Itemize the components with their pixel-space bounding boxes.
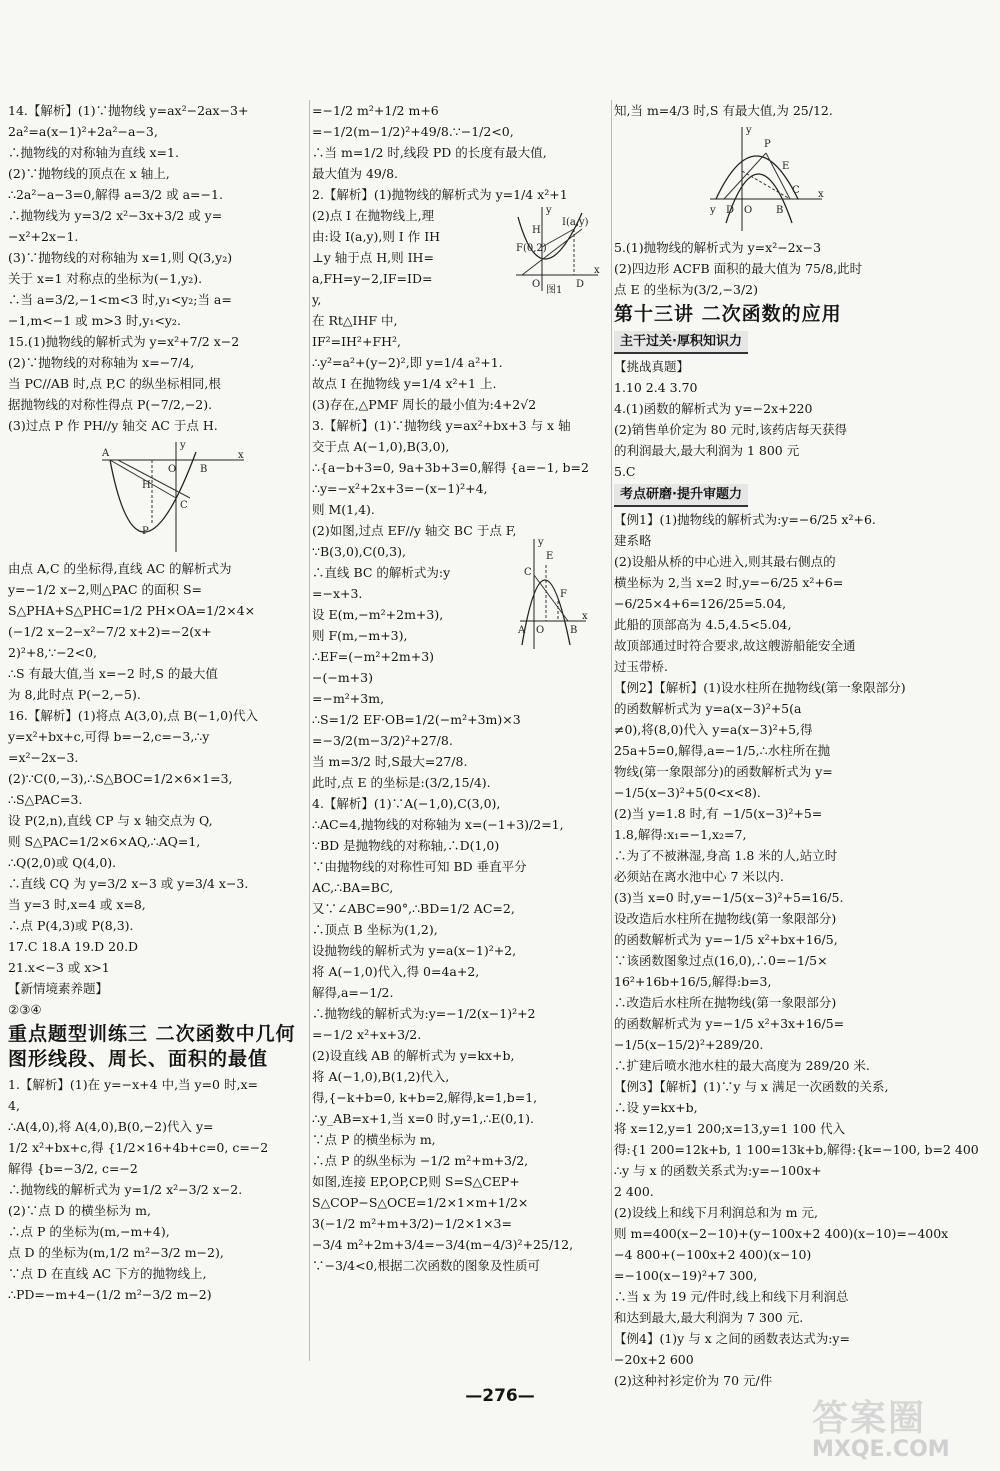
solution-line: −1/5(x−3)²+5(0<x<8).: [614, 785, 761, 800]
figure-label: x: [818, 189, 824, 200]
solution-line: y,: [312, 292, 322, 307]
solution-line: ∵BD 是抛物线的对称轴,∴D(1,0): [312, 838, 500, 853]
solution-line: 【例3】【解析】(1)∵y 与 x 满足一次函数的关系,: [614, 1079, 889, 1094]
figure-label: D: [576, 279, 585, 290]
solution-line: ∴当 a=3/2,−1<m<3 时,y₁<y₂;当 a=: [8, 292, 232, 307]
solution-line: ∴当 x 为 19 元/件时,线上和线下月利润总: [614, 1289, 849, 1304]
solution-line: =−m²+3m,: [312, 691, 385, 706]
solution-line: (2)∵抛物线的顶点在 x 轴上,: [8, 166, 170, 181]
solution-line: 2a²=a(x−1)²+2a²−a−3,: [8, 124, 158, 139]
solution-line: 则 S△PAC=1/2×6×AQ,∴AQ=1,: [8, 834, 201, 849]
figure-label: F: [560, 589, 567, 600]
figure-label: O: [536, 625, 545, 636]
solution-line: ∴抛物线的解析式为 y=1/2 x²−3/2 x−2.: [8, 1182, 243, 1197]
figure-parabola-point-i: [512, 203, 602, 295]
answer-column-3: [614, 100, 994, 1388]
solution-line: 16.【解析】(1)将点 A(3,0),点 B(−1,0)代入: [8, 708, 258, 723]
figure-label: B: [200, 464, 208, 475]
solution-line: (2)如图,过点 EF//y 轴交 BC 于点 F,: [312, 523, 517, 538]
solution-line: ∴改造后水柱所在抛物线(第一象限部分): [614, 995, 837, 1010]
solution-line: 17.C 18.A 19.D 20.D: [8, 939, 139, 954]
figure-label: y: [746, 125, 752, 136]
figure-parabola-ebc: [516, 535, 590, 653]
solution-line: ∵该函数图象过点(16,0),∴0=−1/5×: [614, 953, 828, 968]
figure-parabola-apc: [706, 123, 826, 235]
answer-column-1: [8, 100, 306, 1361]
solution-line: 必须站在离水池中心 7 米以内.: [614, 869, 784, 884]
figure-label: I(a,y): [562, 217, 589, 228]
solution-line: ∵由抛物线的对称性可知 BD 垂直平分: [312, 859, 527, 874]
solution-line: −20x+2 600: [614, 1352, 694, 1367]
solution-line: ∴直线 BC 的解析式为:y: [312, 565, 451, 580]
solution-line: 点 D 的坐标为(m,1/2 m²−3/2 m−2),: [8, 1245, 224, 1260]
solution-line: ∴扩建后喷水池水柱的最大高度为 289/20 米.: [614, 1058, 870, 1073]
solution-line: =−1/2 m²+1/2 m+6: [312, 103, 439, 118]
solution-line: 交于点 A(−1,0),B(3,0),: [312, 439, 450, 454]
solution-line: S△PHA+S△PHC=1/2 PH×OA=1/2×4×: [8, 603, 256, 618]
solution-line: 的函数解析式为 y=−1/5 x²+3x+16/5=: [614, 1016, 845, 1031]
figure-label: H: [532, 225, 541, 236]
solution-line: a,FH=y−2,IF=ID=: [312, 271, 433, 286]
section-banner: 考点研磨·提升审题力: [614, 484, 748, 507]
solution-line: 物线(第一象限部分)的函数解析式为 y=: [614, 764, 833, 779]
solution-line: 得:{1 200=12k+b, 1 100=13k+b,解得:{k=−100, b=2 400: [614, 1142, 979, 1157]
solution-line: ∴点 P(4,3)或 P(8,3).: [8, 918, 134, 933]
solution-line: 1.10 2.4 3.70: [614, 380, 698, 395]
solution-line: 知,当 m=4/3 时,S 有最大值,为 25/12.: [614, 103, 833, 118]
solution-line: ∴顶点 B 坐标为(1,2),: [312, 922, 438, 937]
solution-line: ∴直线 CQ 为 y=3/2 x−3 或 y=3/4 x−3.: [8, 876, 249, 891]
section-heading: 第十三讲 二次函数的应用: [614, 303, 842, 325]
figure-label: E: [782, 161, 790, 172]
solution-line: ∴y=−x²+2x+3=−(x−1)²+4,: [312, 481, 488, 496]
solution-line: ≠0),将(8,0)代入 y=a(x−3)²+5,得: [614, 722, 813, 737]
solution-line: 【例2】【解析】(1)设水柱所在抛物线(第一象限部分): [614, 680, 906, 695]
solution-line: 的利润最大,最大利润为 1 800 元: [614, 443, 800, 458]
solution-line: 当 y=3 时,x=4 或 x=8,: [8, 897, 146, 912]
solution-line: (2)点 I 在抛物线上,理: [312, 208, 435, 223]
solution-line: 3(−1/2 m²+m+3/2)−1/2×1×3=: [312, 1216, 512, 1231]
solution-line: 21.x<−3 或 x>1: [8, 960, 110, 975]
solution-line: 5.C: [614, 464, 636, 479]
solution-line: 建系略: [614, 533, 652, 548]
solution-line: 据抛物线的对称性得点 P(−7/2,−2).: [8, 397, 213, 412]
figure-label: y: [546, 205, 552, 216]
figure-label: E: [546, 551, 554, 562]
solution-line: (3)过点 P 作 PH//y 轴交 AC 于点 H.: [8, 418, 218, 433]
solution-line: ∴{a−b+3=0, 9a+3b+3=0,解得 {a=−1, b=2: [312, 460, 589, 475]
section-banner: 主干过关·厚积知识力: [614, 331, 748, 354]
solution-line: ∴y 与 x 的函数关系式为:y=−100x+: [614, 1163, 822, 1178]
solution-line: ∴S=1/2 EF·OB=1/2(−m²+3m)×3: [312, 712, 521, 727]
solution-line: (2)当 y=1.8 时,有 −1/5(x−3)²+5=: [614, 806, 823, 821]
solution-line: ∴点 P 的纵坐标为 −1/2 m²+m+3/2,: [312, 1153, 529, 1168]
column-divider: [611, 100, 612, 1361]
solution-line: 15.(1)抛物线的解析式为 y=x²+7/2 x−2: [8, 334, 240, 349]
figure-label: C: [180, 500, 188, 511]
solution-line: 16²+16b+16/5,解得:b=3,: [614, 974, 772, 989]
solution-line: S△COP−S△OCE=1/2×1×m+1/2×: [312, 1195, 529, 1210]
solution-line: ∴y_AB=x+1,当 x=0 时,y=1,∴E(0,1).: [312, 1111, 534, 1126]
solution-line: 1/2 x²+bx+c,得 {1/2×16+4b+c=0, c=−2: [8, 1140, 269, 1155]
solution-line: ∴当 m=1/2 时,线段 PD 的长度有最大值,: [312, 145, 547, 160]
solution-line: 将 x=12,y=1 200;x=13,y=1 100 代入: [614, 1121, 846, 1136]
solution-line: 3.【解析】(1)∵抛物线 y=ax²+bx+3 与 x 轴: [312, 418, 571, 433]
figure-label: C: [792, 185, 800, 196]
figure-label: F(0,2): [516, 243, 547, 254]
figure-label: y: [180, 440, 186, 451]
solution-line: 此时,点 E 的坐标是:(3/2,15/4).: [312, 775, 491, 790]
solution-line: 4.(1)函数的解析式为 y=−2x+220: [614, 401, 813, 416]
solution-line: ∴2a²−a−3=0,解得 a=3/2 或 a=−1.: [8, 187, 223, 202]
figure-label: x: [594, 265, 600, 276]
solution-line: ∴抛物线的解析式为:y=−1/2(x−1)²+2: [312, 1006, 536, 1021]
page-number: —276—: [465, 1386, 535, 1406]
solution-line: 设改造后水柱所在抛物线(第一象限部分): [614, 911, 837, 926]
solution-line: 当 m=3/2 时,S最大=27/8.: [312, 754, 468, 769]
solution-line: (3)∵抛物线的对称轴为 x=1,则 Q(3,y₂): [8, 250, 233, 265]
section-heading: 重点题型训练三 二次函数中几何图形线段、周长、面积的最值: [8, 1023, 296, 1070]
solution-line: −x²+2x−1.: [8, 229, 79, 244]
solution-line: 如图,连接 EP,OP,CP,则 S=S△CEP+: [312, 1174, 520, 1189]
solution-line: 则 F(m,−m+3),: [312, 628, 408, 643]
solution-line: 的函数解析式为 y=a(x−3)²+5(a: [614, 701, 802, 716]
parabola-curve: [110, 452, 196, 532]
solution-line: 的函数解析式为 y=−1/5 x²+bx+16/5,: [614, 932, 838, 947]
solution-line: −6/25×4+6=126/25=5.04,: [614, 596, 787, 611]
solution-line: 关于 x=1 对称点的坐标为(−1,y₂).: [8, 271, 203, 286]
solution-line: ∴抛物线为 y=3/2 x²−3x+3/2 或 y=: [8, 208, 223, 223]
solution-line: 【挑战真题】: [614, 359, 690, 374]
solution-line: ∴设 y=kx+b,: [614, 1100, 698, 1115]
column-divider: [309, 100, 310, 1361]
figure-label: C: [524, 567, 532, 578]
solution-line: 14.【解析】(1)∵抛物线 y=ax²−2ax−3+: [8, 103, 249, 118]
solution-line: (−1/2 x−2−x²−7/2 x+2)=−2(x+: [8, 624, 212, 639]
solution-line: (2)∵抛物线的对称轴为 x=−7/4,: [8, 355, 195, 370]
solution-line: ∵点 D 在直线 AC 下方的抛物线上,: [8, 1266, 207, 1281]
solution-line: ∴A(4,0),将 A(4,0),B(0,−2)代入 y=: [8, 1119, 214, 1134]
figure-label: 图1: [546, 285, 563, 296]
solution-line: (2)∵C(0,−3),∴S△BOC=1/2×6×1=3,: [8, 771, 233, 786]
figure-label: A: [518, 625, 526, 636]
figure-label: P: [142, 526, 149, 537]
figure-label: P: [764, 139, 771, 150]
figure-label: x: [238, 450, 244, 461]
figure-line: [110, 460, 176, 498]
solution-line: ∴y²=a²+(y−2)²,即 y=1/4 a²+1.: [312, 355, 503, 370]
figure-label: O: [744, 205, 753, 216]
solution-line: 设 P(2,n),直线 CP 与 x 轴交点为 Q,: [8, 813, 213, 828]
solution-line: 【例4】(1)y 与 x 之间的函数表达式为:y=: [614, 1331, 850, 1346]
solution-line: −3/4 m²+2m+3/4=−3/4(m−4/3)²+25/12,: [312, 1237, 574, 1252]
solution-line: 4,: [8, 1098, 20, 1113]
solution-line: 最大值为 49/8.: [312, 166, 399, 181]
solution-line: 解得 {b=−3/2, c=−2: [8, 1161, 138, 1176]
figure-label: H: [142, 480, 151, 491]
solution-line: IF²=IH²+FH²,: [312, 334, 401, 349]
solution-line: 4.【解析】(1)∵A(−1,0),C(3,0),: [312, 796, 501, 811]
solution-line: =−1/2(m−1/2)²+49/8.∵−1/2<0,: [312, 124, 514, 139]
solution-line: =−1/2 x²+x+3/2.: [312, 1027, 422, 1042]
solution-line: 5.(1)抛物线的解析式为 y=x²−2x−3: [614, 240, 822, 255]
solution-line: =−100(x−19)²+7 300,: [614, 1268, 758, 1283]
figure-label: A: [102, 448, 110, 459]
solution-line: 将 A(−1,0)代入,得 0=4a+2,: [312, 964, 480, 979]
solution-line: AC,∴BA=BC,: [312, 880, 394, 895]
solution-line: (2)销售单价定为 80 元时,该药店每天获得: [614, 422, 848, 437]
solution-line: ∴点 P 的坐标为(m,−m+4),: [8, 1224, 170, 1239]
solution-line: 故点 I 在抛物线 y=1/4 x²+1 上.: [312, 376, 497, 391]
solution-line: ∴S△PAC=3.: [8, 792, 83, 807]
figure-label: O: [168, 464, 177, 475]
figure-label: B: [570, 625, 578, 636]
solution-line: −1,m<−1 或 m>3 时,y₁<y₂.: [8, 313, 181, 328]
solution-line: 故顶部通过时符合要求,故这艘游船能安全通: [614, 638, 856, 653]
solution-line: −(−m+3): [312, 670, 373, 685]
solution-line: 1.【解析】(1)在 y=−x+4 中,当 y=0 时,x=: [8, 1077, 258, 1092]
solution-line: 在 Rt△IHF 中,: [312, 313, 398, 328]
solution-line: 1.8,解得:x₁=−1,x₂=7,: [614, 827, 747, 842]
solution-line: 此船的顶部高为 4.5,4.5<5.04,: [614, 617, 792, 632]
solution-line: 则 M(1,4).: [312, 502, 375, 517]
solution-line: 2.【解析】(1)抛物线的解析式为 y=1/4 x²+1: [312, 187, 568, 202]
solution-line: 和达到最大,最大利润为 7 300 元.: [614, 1310, 804, 1325]
solution-line: ∴抛物线的对称轴为直线 x=1.: [8, 145, 179, 160]
solution-line: −1/5(x−15/2)²+289/20.: [614, 1037, 764, 1052]
solution-line: 点 E 的坐标为(3/2,−3/2): [614, 282, 759, 297]
solution-line: ②③④: [8, 1002, 42, 1017]
solution-line: =−3/2(m−3/2)²+27/8.: [312, 733, 453, 748]
solution-line: 25a+5=0,解得,a=−1/5,∴水柱所在抛: [614, 743, 831, 758]
figure-label: y: [710, 205, 716, 216]
solution-line: 得,{−k+b=0, k+b=2,解得,k=1,b=1,: [312, 1090, 538, 1105]
solution-line: =x²−2x−3.: [8, 750, 79, 765]
figure-label: y: [538, 537, 544, 548]
solution-line: 又∵∠ABC=90°,∴BD=1/2 AC=2,: [312, 901, 515, 916]
solution-line: (3)存在,△PMF 周长的最小值为:4+2√2: [312, 397, 537, 412]
figure-parabola-pac: [98, 438, 248, 556]
solution-line: 由点 A,C 的坐标得,直线 AC 的解析式为: [8, 561, 232, 576]
solution-line: 2)²+8,∵−2<0,: [8, 645, 98, 660]
figure-label: x: [582, 611, 588, 622]
solution-line: 当 PC//AB 时,点 P,C 的纵坐标相同,根: [8, 376, 221, 391]
solution-line: ∴EF=(−m²+2m+3): [312, 649, 435, 664]
solution-line: (2)设线上和线下月利润总和为 m 元,: [614, 1205, 818, 1220]
solution-line: 过玉带桥.: [614, 659, 668, 674]
solution-line: 横坐标为 2,当 x=2 时,y=−6/25 x²+6=: [614, 575, 844, 590]
solution-line: y=x²+bx+c,可得 b=−2,c=−3,∴y: [8, 729, 210, 744]
figure-label: D: [726, 205, 735, 216]
solution-line: (2)这种衬衫定价为 70 元/件: [614, 1373, 773, 1388]
solution-line: (2)设直线 AB 的解析式为 y=kx+b,: [312, 1048, 515, 1063]
solution-line: 由:设 I(a,y),则 I 作 IH: [312, 229, 441, 244]
solution-line: ∴S 有最大值,当 x=−2 时,S 的最大值: [8, 666, 218, 681]
watermark-url: MXQE.COM: [812, 1437, 950, 1462]
solution-line: y=−1/2 x−2,则△PAC 的面积 S=: [8, 582, 203, 597]
figure-label: B: [776, 205, 784, 216]
solution-line: (3)当 x=0 时,y=−1/5(x−3)²+5=16/5.: [614, 890, 844, 905]
solution-line: 【例1】(1)抛物线的解析式为:y=−6/25 x²+6.: [614, 512, 876, 527]
solution-line: ⊥y 轴于点 H,则 IH=: [312, 250, 434, 265]
solution-line: 设 E(m,−m²+2m+3),: [312, 607, 444, 622]
solution-line: ∵B(3,0),C(0,3),: [312, 544, 406, 559]
solution-line: (2)设船从桥的中心进入,则其最右侧点的: [614, 554, 836, 569]
solution-line: (2)∵点 D 的横坐标为 m,: [8, 1203, 151, 1218]
solution-line: 则 m=400(x−2−10)+(y−100x+2 400)(x−10)=−400x: [614, 1226, 949, 1241]
solution-line: 为 8,此时点 P(−2,−5).: [8, 687, 141, 702]
solution-line: 将 A(−1,0),B(1,2)代入,: [312, 1069, 450, 1084]
solution-line: 2 400.: [614, 1184, 654, 1199]
solution-line: =−x+3.: [312, 586, 363, 601]
solution-line: (2)四边形 ACFB 面积的最大值为 75/8,此时: [614, 261, 863, 276]
solution-line: ∵−3/4<0,根据二次函数的图象及性质可: [312, 1258, 540, 1273]
solution-line: ∴PD=−m+4−(1/2 m²−3/2 m−2): [8, 1287, 212, 1302]
solution-line: 设抛物线的解析式为 y=a(x−1)²+2,: [312, 943, 517, 958]
solution-line: ∴为了不被淋湿,身高 1.8 米的人,站立时: [614, 848, 838, 863]
solution-line: 解得,a=−1/2.: [312, 985, 394, 1000]
solution-line: 【新情境素养题】: [8, 981, 109, 996]
watermark-logo: 答案圈: [812, 1398, 927, 1439]
solution-line: ∵点 P 的横坐标为 m,: [312, 1132, 436, 1147]
solution-line: ∴AC=4,抛物线的对称轴为 x=(−1+3)/2=1,: [312, 817, 564, 832]
figure-label: O: [532, 279, 541, 290]
solution-line: ∴Q(2,0)或 Q(4,0).: [8, 855, 117, 870]
figure-line: [118, 460, 190, 498]
solution-line: −4 800+(−100x+2 400)(x−10): [614, 1247, 812, 1262]
answer-column-2: [312, 100, 608, 1361]
